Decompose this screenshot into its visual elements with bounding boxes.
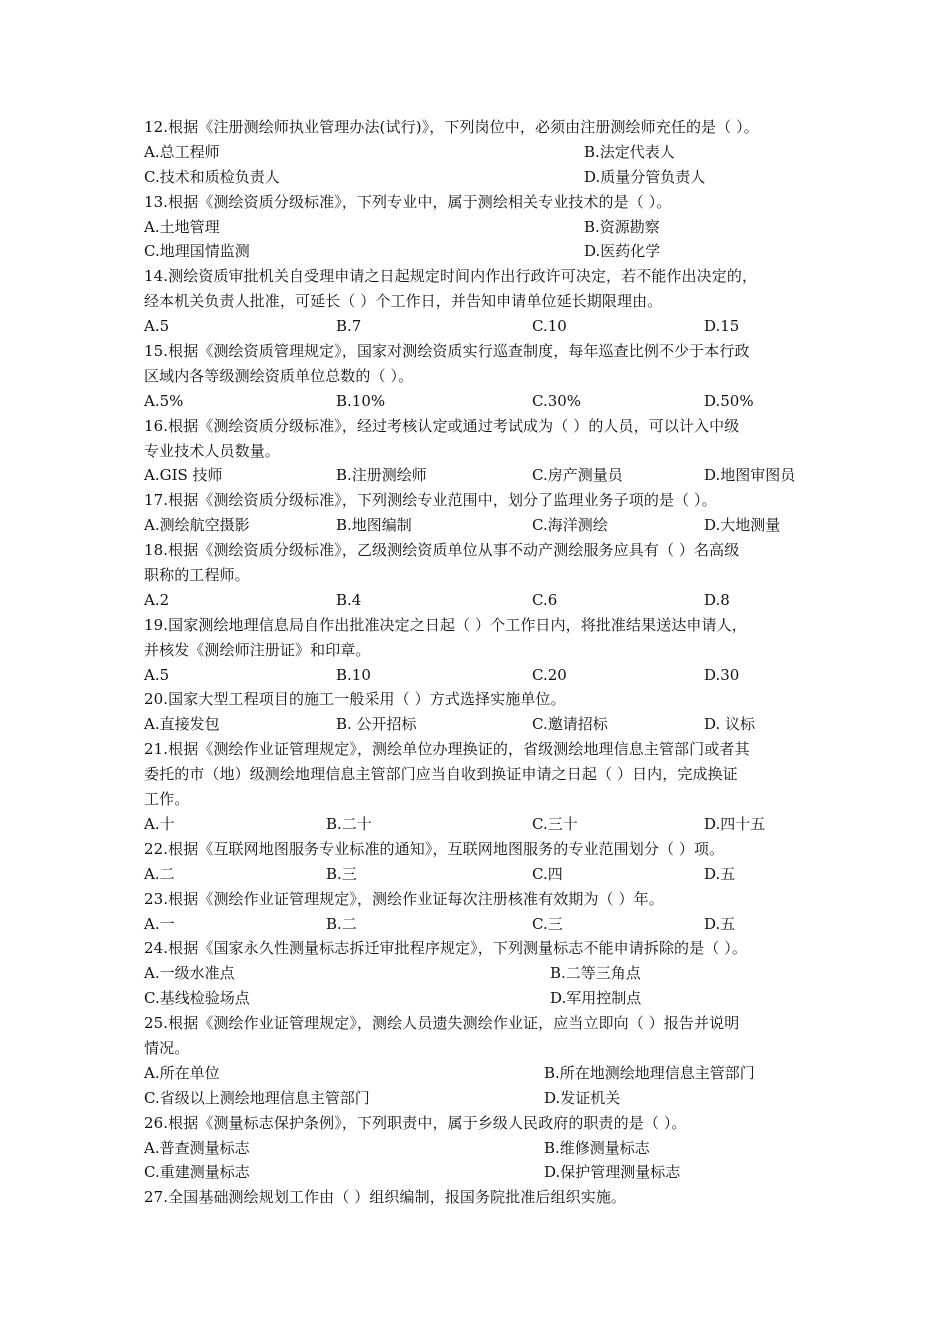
option-d: D.30 <box>704 665 740 684</box>
option-a: A.2 <box>144 590 170 609</box>
options-row <box>144 812 808 837</box>
options-row <box>144 463 808 488</box>
question-19-stem: 19.国家测绘地理信息局自作出批准决定之日起（ ）个工作日内，将批准结果送达申请人， <box>144 615 747 634</box>
option-d: D.五 <box>704 864 736 883</box>
question-23-stem: 23.根据《测绘作业证管理规定》，测绘作业证每次注册核准有效期为（ ）年。 <box>144 889 664 908</box>
option-b: B. 公开招标 <box>336 715 417 734</box>
option-d: D.质量分管负责人 <box>584 167 706 186</box>
option-a: A.一级水准点 <box>144 964 235 983</box>
option-a: A.总工程师 <box>144 142 220 161</box>
option-c: C.20 <box>532 665 567 684</box>
option-d: D.大地测量 <box>704 516 781 535</box>
options-row <box>144 389 808 414</box>
options-row <box>144 239 808 264</box>
option-c: C.技术和质检负责人 <box>144 167 280 186</box>
option-a: A.5 <box>144 665 170 684</box>
option-a: A.所在单位 <box>144 1063 220 1082</box>
options-row <box>144 314 808 339</box>
option-b: B.地图编制 <box>336 516 412 535</box>
option-b: B.二 <box>326 914 357 933</box>
question-21-stem: 委托的市（地）级测绘地理信息主管部门应当自收到换证申请之日起（ ）日内，完成换证 <box>144 765 738 784</box>
options-row <box>144 513 808 538</box>
options-row <box>144 862 808 887</box>
option-d: D.军用控制点 <box>550 989 642 1008</box>
option-b: B.二十 <box>326 814 372 833</box>
option-b: B.注册测绘师 <box>336 466 427 485</box>
option-a: A.普查测量标志 <box>144 1138 250 1157</box>
question-21-stem: 工作。 <box>144 790 190 809</box>
question-18-stem: 职称的工程师。 <box>144 566 250 585</box>
option-b: B.所在地测绘地理信息主管部门 <box>544 1063 755 1082</box>
question-16-stem: 16.根据《测绘资质分级标准》，经过考核认定或通过考试成为（ ）的人员，可以计入中级 <box>144 416 740 435</box>
option-b: B.10 <box>336 665 371 684</box>
question-25-stem: 情况。 <box>144 1038 190 1057</box>
option-d: D. 议标 <box>704 715 756 734</box>
option-a: A.一 <box>144 914 175 933</box>
question-22-stem: 22.根据《互联网地图服务专业标准的通知》，互联网地图服务的专业范围划分（ ）项。 <box>144 839 725 858</box>
option-c: C.6 <box>532 590 558 609</box>
option-a: A.测绘航空摄影 <box>144 516 250 535</box>
option-d: D.医药化学 <box>584 242 661 261</box>
option-d: D.四十五 <box>704 814 766 833</box>
option-b: B.三 <box>326 864 357 883</box>
options-row <box>144 912 808 937</box>
option-c: C.房产测量员 <box>532 466 623 485</box>
option-d: D.五 <box>704 914 736 933</box>
option-b: B.法定代表人 <box>584 142 675 161</box>
question-16-stem: 专业技术人员数量。 <box>144 441 280 460</box>
option-d: D.15 <box>704 317 740 336</box>
question-19-stem: 并核发《测绘师注册证》和印章。 <box>144 640 371 659</box>
options-row <box>144 712 808 737</box>
question-12-stem: 12.根据《注册测绘师执业管理办法(试行)》，下列岗位中，必须由注册测绘师充任的是（ ）。 <box>144 118 759 136</box>
options-row <box>144 986 808 1011</box>
option-c: C.三 <box>532 914 563 933</box>
option-b: B.4 <box>336 590 362 609</box>
question-26-stem: 26.根据《测量标志保护条例》，下列职责中，属于乡级人民政府的职责的是（ ）。 <box>144 1113 687 1132</box>
options-row <box>144 165 808 190</box>
options-row <box>144 215 808 240</box>
option-c: C.重建测量标志 <box>144 1163 250 1182</box>
question-21-stem: 21.根据《测绘作业证管理规定》，测绘单位办理换证的，省级测绘地理信息主管部门或者其 <box>144 740 750 759</box>
question-17-stem: 17.根据《测绘资质分级标准》，下列测绘专业范围中，划分了监理业务子项的是（ ）。 <box>144 491 717 510</box>
option-d: D.保护管理测量标志 <box>544 1163 681 1182</box>
option-a: A.十 <box>144 814 175 833</box>
options-row <box>144 1136 808 1161</box>
option-c: C.30% <box>532 391 582 410</box>
question-18-stem: 18.根据《测绘资质分级标准》，乙级测绘资质单位从事不动产测绘服务应具有（ ）名高级 <box>144 541 740 560</box>
option-b: B.7 <box>336 317 362 336</box>
option-c: C.基线检验场点 <box>144 989 250 1008</box>
option-c: C.10 <box>532 317 567 336</box>
option-b: B.资源勘察 <box>584 217 660 236</box>
option-a: A.直接发包 <box>144 715 220 734</box>
question-14-stem: 14.测绘资质审批机关自受理申请之日起规定时间内作出行政许可决定，若不能作出决定的， <box>144 267 758 286</box>
option-b: B.维修测量标志 <box>544 1138 650 1157</box>
option-d: D.8 <box>704 590 730 609</box>
option-d: D.发证机关 <box>544 1088 621 1107</box>
option-c: C.三十 <box>532 814 578 833</box>
option-a: A.5 <box>144 317 170 336</box>
option-a: A.GIS 技师 <box>144 466 223 485</box>
options-row <box>144 663 808 688</box>
question-27-stem: 27.全国基础测绘规划工作由（ ）组织编制，报国务院批准后组织实施。 <box>144 1188 627 1207</box>
options-row <box>144 1086 808 1111</box>
option-d: D.地图审图员 <box>704 466 796 485</box>
options-row <box>144 1061 808 1086</box>
question-25-stem: 25.根据《测绘作业证管理规定》，测绘人员遗失测绘作业证，应当立即向（ ）报告并说明 <box>144 1014 740 1033</box>
options-row <box>144 588 808 613</box>
question-20-stem: 20.国家大型工程项目的施工一般采用（ ）方式选择实施单位。 <box>144 690 566 709</box>
option-a: A.二 <box>144 864 175 883</box>
option-c: C.省级以上测绘地理信息主管部门 <box>144 1088 370 1107</box>
exam-page <box>144 115 808 1210</box>
option-c: C.邀请招标 <box>532 715 608 734</box>
option-a: A.土地管理 <box>144 217 220 236</box>
options-row <box>144 1160 808 1185</box>
option-d: D.50% <box>704 391 754 410</box>
option-a: A.5% <box>144 391 184 410</box>
options-row <box>144 140 808 165</box>
option-c: C.海洋测绘 <box>532 516 608 535</box>
question-24-stem: 24.根据《国家永久性测量标志拆迁审批程序规定》，下列测量标志不能申请拆除的是（ ）。 <box>144 939 747 958</box>
option-c: C.地理国情监测 <box>144 242 250 261</box>
option-b: B.二等三角点 <box>550 964 641 983</box>
question-14-stem: 经本机关负责人批准，可延长（ ）个工作日，并告知申请单位延长期限理由。 <box>144 292 663 311</box>
question-13-stem: 13.根据《测绘资质分级标准》，下列专业中，属于测绘相关专业技术的是（ ）。 <box>144 192 672 211</box>
option-c: C.四 <box>532 864 563 883</box>
question-15-stem: 15.根据《测绘资质管理规定》，国家对测绘资质实行巡查制度，每年巡查比例不少于本行政 <box>144 342 750 361</box>
option-b: B.10% <box>336 391 386 410</box>
options-row <box>144 961 808 986</box>
question-15-stem: 区域内各等级测绘资质单位总数的（ ）。 <box>144 366 414 385</box>
